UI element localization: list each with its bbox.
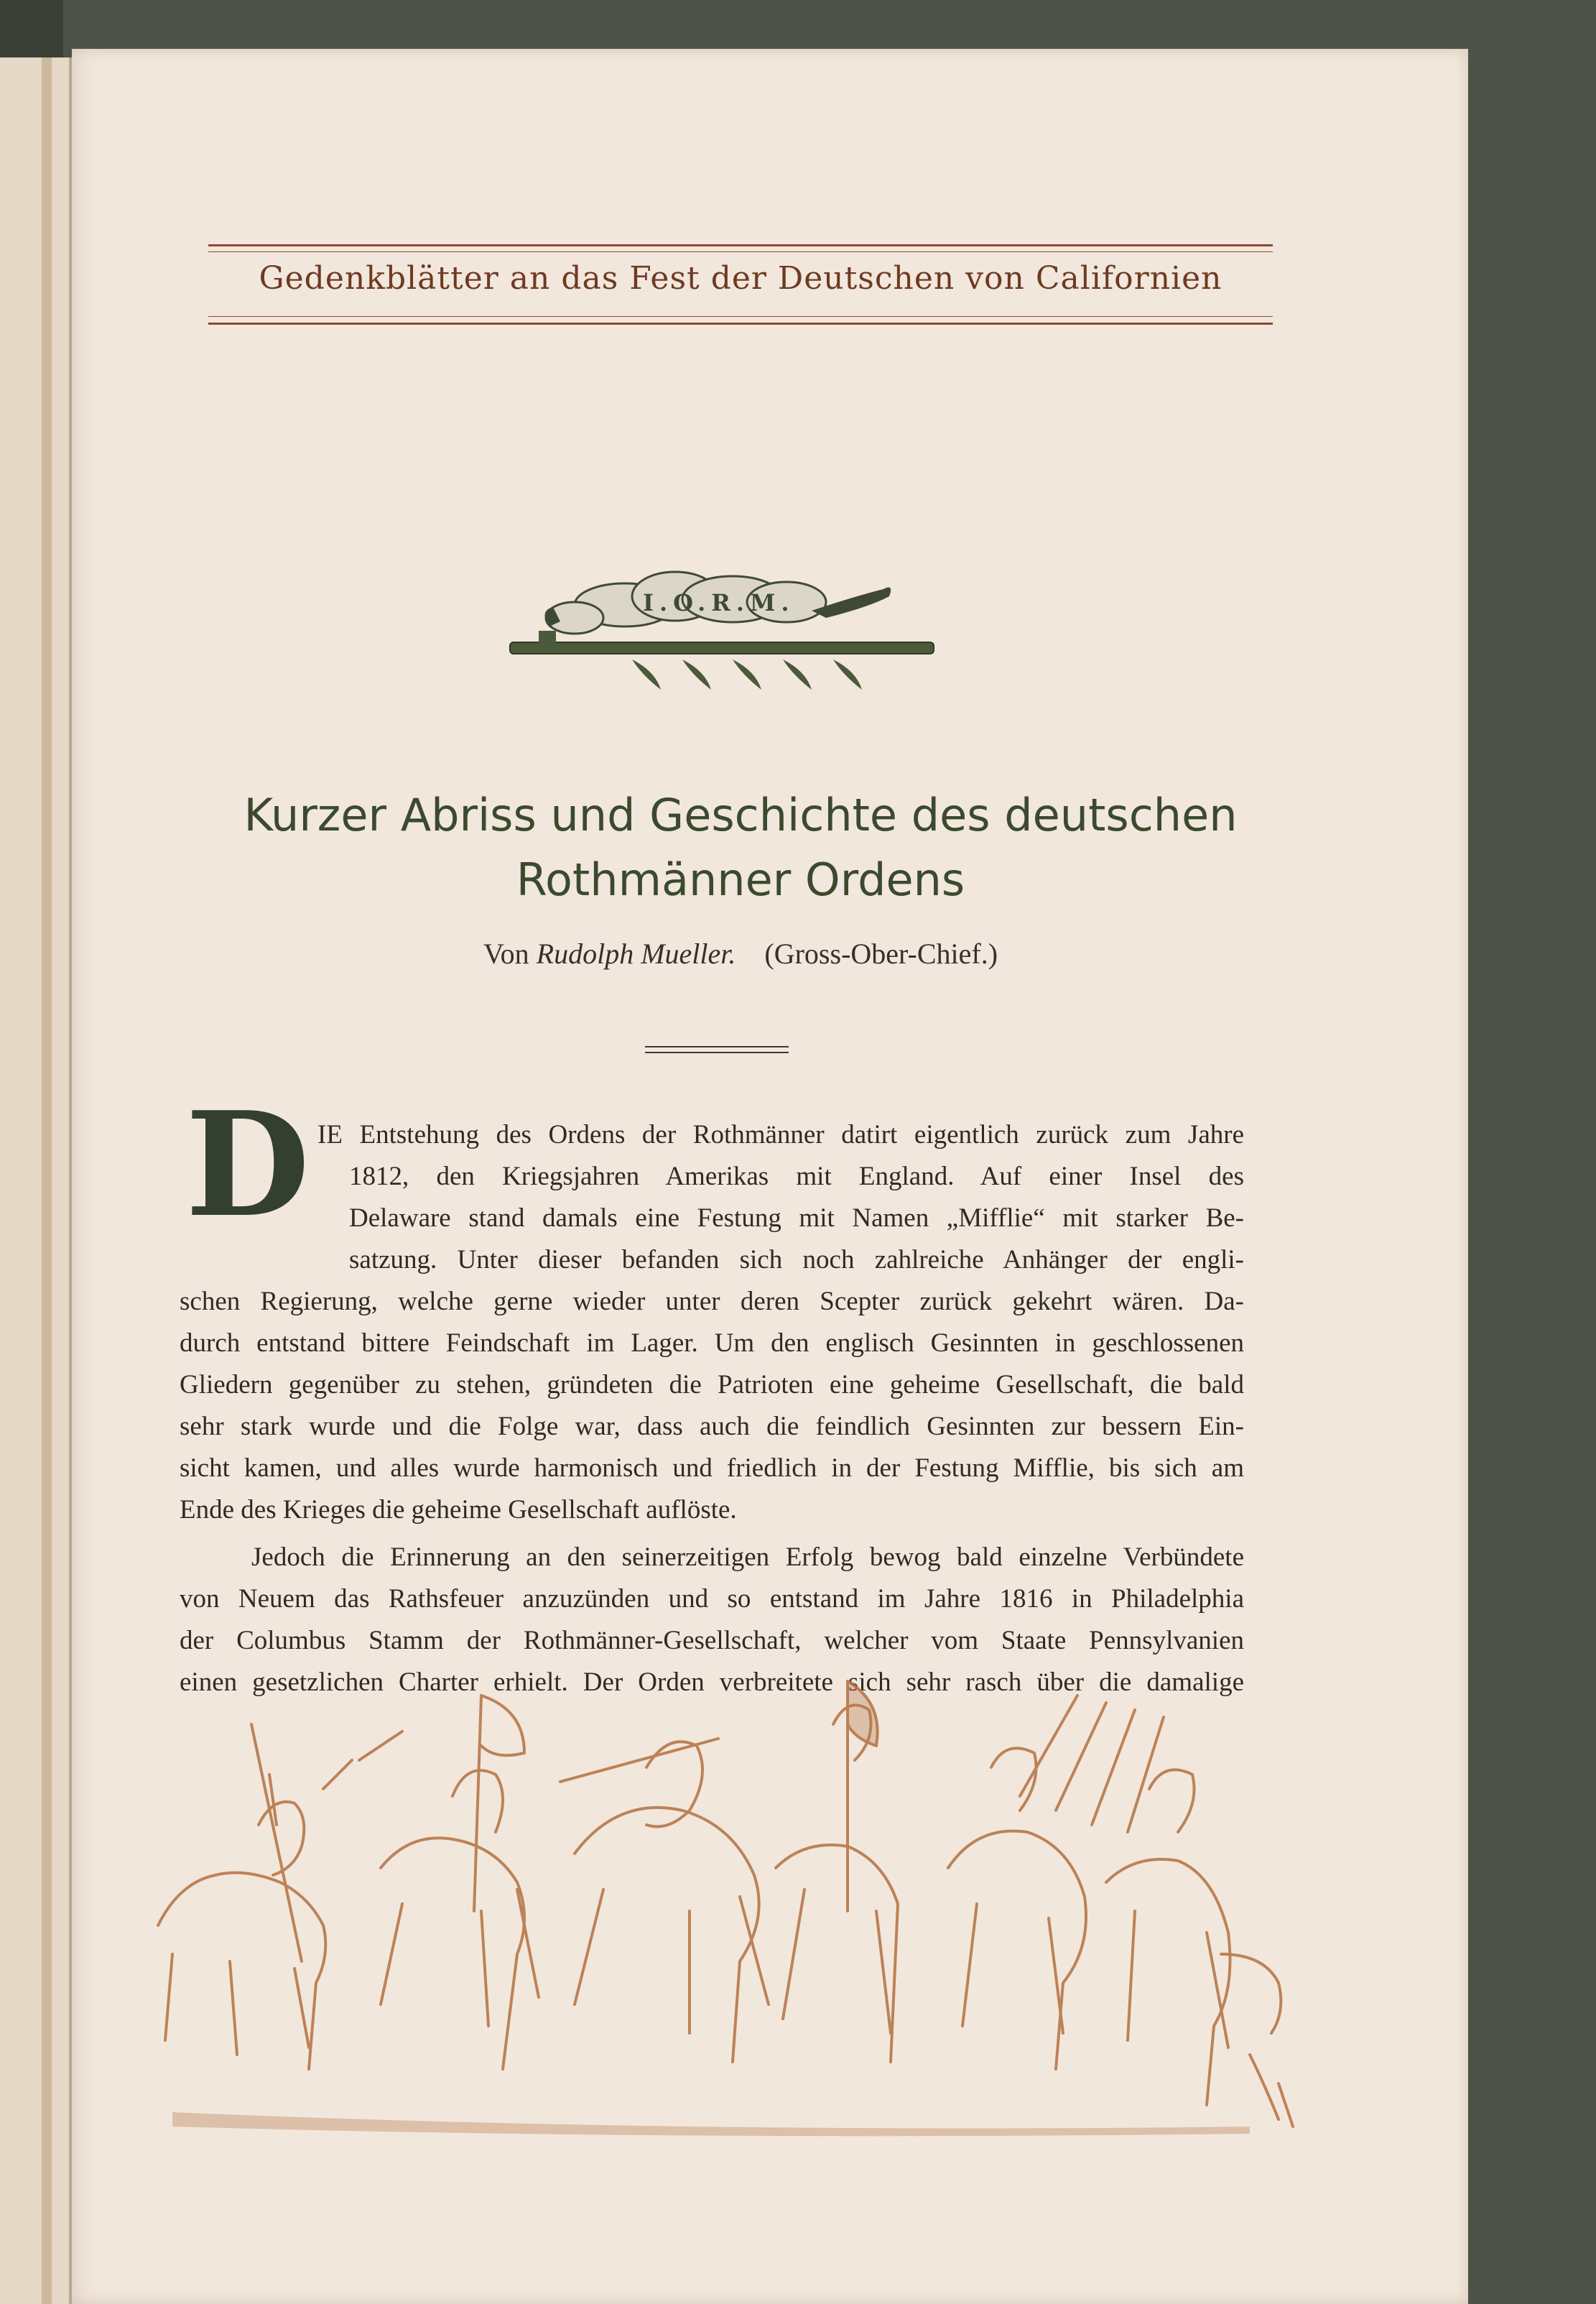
section-divider bbox=[645, 1046, 789, 1053]
byline-role: (Gross-Ober-Chief.) bbox=[764, 938, 998, 970]
body-line-4: satzung. Unter dieser befanden sich noch zahlreiche Anhänger der engli- bbox=[349, 1245, 1244, 1274]
body-line-8: sehr stark wurde und die Folge war, dass auch die feindlich Gesinnten zur bessern Ein- bbox=[180, 1412, 1244, 1441]
body-line-5: schen Regierung, welche gerne wieder unter deren Scepter zurück gekehrt wären. Da- bbox=[180, 1287, 1244, 1316]
body-line-3: Delaware stand damals eine Festung mit Namen „Mifflie“ mit starker Be- bbox=[349, 1203, 1244, 1233]
body-line-9: sicht kamen, und alles wurde harmonisch und friedlich in der Festung Mifflie, bis sich am bbox=[180, 1453, 1244, 1483]
body-line-7: Gliedern gegenüber zu stehen, gründeten die Patrioten eine geheime Gesellschaft, die bald bbox=[180, 1370, 1244, 1399]
spine-band bbox=[42, 57, 52, 2304]
body-line-11: Jedoch die Erinnerung an den seinerzeitigen Erfolg bewog bald einzelne Verbündete bbox=[251, 1542, 1244, 1572]
body-line-2: 1812, den Kriegsjahren Amerikas mit England. Auf einer Insel des bbox=[349, 1162, 1244, 1191]
body-line-1: IE Entstehung des Ordens der Rothmänner datirt eigentlich zurück zum Jahre bbox=[317, 1120, 1244, 1149]
running-header: Gedenkblätter an das Fest der Deutschen von Californien bbox=[259, 260, 1222, 297]
byline bbox=[172, 937, 1309, 971]
byline-author: Rudolph Mueller. bbox=[536, 938, 736, 970]
body-line-13: der Columbus Stamm der Rothmänner-Gesellschaft, welcher vom Staate Pennsylvanien bbox=[180, 1626, 1244, 1655]
iorm-pipe-emblem bbox=[496, 568, 941, 697]
drop-cap: D bbox=[185, 1081, 310, 1249]
article-title bbox=[172, 783, 1309, 912]
body-line-12: von Neuem das Rathsfeuer anzuzünden und so entstand im Jahre 1816 in Philadelphia bbox=[180, 1584, 1244, 1614]
header-rule-top-thin bbox=[208, 251, 1273, 252]
header-rule-bottom-thick bbox=[208, 323, 1273, 325]
body-line-6: durch entstand bittere Feindschaft im Lager. Um den englisch Gesinnten in geschlossenen bbox=[180, 1328, 1244, 1358]
previous-page-edge bbox=[0, 57, 72, 2304]
title-line-1: Kurzer Abriss und Geschichte des deutschen bbox=[243, 789, 1238, 841]
byline-prefix: Von bbox=[483, 938, 529, 970]
cavalry-procession-illustration bbox=[144, 1652, 1307, 2141]
body-line-10: Ende des Krieges die geheime Gesellschaft auflöste. bbox=[180, 1495, 737, 1525]
header-rule-top-thick bbox=[208, 244, 1273, 246]
body-line-14: einen gesetzlichen Charter erhielt. Der Orden verbreitete sich sehr rasch über die damalige bbox=[180, 1667, 1244, 1697]
emblem-label: I.O.R.M. bbox=[643, 589, 795, 616]
header-rule-bottom-thin bbox=[208, 316, 1273, 317]
title-line-2: Rothmänner Ordens bbox=[516, 853, 965, 906]
